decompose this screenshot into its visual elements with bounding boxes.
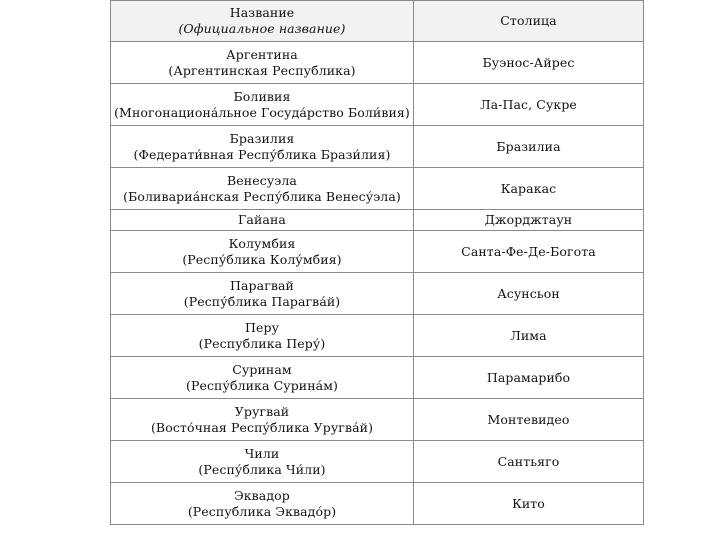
country-name: Эквадор xyxy=(234,487,290,503)
country-name: Суринам xyxy=(232,361,292,377)
country-cell xyxy=(111,168,414,210)
country-cell xyxy=(111,399,414,441)
country-cell xyxy=(111,483,414,525)
country-name: Гайана xyxy=(238,212,286,227)
country-name: Колумбия xyxy=(228,235,296,251)
country-name: Венесуэла xyxy=(227,172,297,188)
country-cell xyxy=(111,441,414,483)
country-cell xyxy=(111,315,414,357)
country-official-name: (Восто́чная Респу́блика Уругва́й) xyxy=(150,419,374,435)
country-name: Перу xyxy=(244,319,280,335)
country-cell xyxy=(111,231,414,273)
country-cell xyxy=(111,210,414,231)
capital-cell: Ла-Пас, Сукре xyxy=(414,84,644,126)
countries-capitals-table xyxy=(110,0,644,525)
country-official-name: (Респу́блика Парагва́й) xyxy=(183,293,341,309)
table-row xyxy=(111,273,644,315)
country-name: Аргентина xyxy=(226,46,298,62)
table-header-row xyxy=(111,1,644,42)
table-row xyxy=(111,168,644,210)
country-cell xyxy=(111,126,414,168)
country-cell xyxy=(111,42,414,84)
capital-cell: Бразилиа xyxy=(414,126,644,168)
country-official-name: (Аргентинская Республика) xyxy=(168,62,356,78)
capital-cell: Каракас xyxy=(414,168,644,210)
table-row xyxy=(111,231,644,273)
country-name: Боливия xyxy=(233,88,291,104)
country-name: Чили xyxy=(244,445,280,461)
capital-cell: Парамарибо xyxy=(414,357,644,399)
country-official-name: (Федерати́вная Респу́блика Брази́лия) xyxy=(133,146,391,162)
capital-cell: Сантьяго xyxy=(414,441,644,483)
country-cell xyxy=(111,357,414,399)
table-row xyxy=(111,42,644,84)
capital-cell: Асунсьон xyxy=(414,273,644,315)
table-row xyxy=(111,315,644,357)
country-official-name: (Боливариа́нская Респу́блика Венесу́эла) xyxy=(123,188,401,204)
country-official-name: (Республика Перу́) xyxy=(198,335,326,351)
country-name: Парагвай xyxy=(230,277,294,293)
capital-cell: Лима xyxy=(414,315,644,357)
header-capital-cell: Столица xyxy=(414,1,644,42)
capital-cell: Буэнос-Айрес xyxy=(414,42,644,84)
capital-cell: Джорджтаун xyxy=(414,210,644,231)
header-country-subtitle: (Официальное название) xyxy=(178,21,346,36)
table-row xyxy=(111,357,644,399)
country-name: Бразилия xyxy=(229,130,295,146)
country-official-name: (Респу́блика Чи́ли) xyxy=(198,461,326,477)
country-official-name: (Респу́блика Сурина́м) xyxy=(185,377,339,393)
capital-cell: Монтевидео xyxy=(414,399,644,441)
country-official-name: (Респу́блика Колу́мбия) xyxy=(182,251,342,267)
country-cell xyxy=(111,84,414,126)
country-cell xyxy=(111,273,414,315)
table-row xyxy=(111,483,644,525)
header-country-title: Название xyxy=(229,5,295,20)
table-row xyxy=(111,84,644,126)
table-row xyxy=(111,126,644,168)
table-row xyxy=(111,441,644,483)
capital-cell: Санта-Фе-Де-Богота xyxy=(414,231,644,273)
table-row xyxy=(111,210,644,231)
table-row xyxy=(111,399,644,441)
country-official-name: (Многонациона́льное Госуда́рство Боли́вия) xyxy=(114,104,410,120)
country-name: Уругвай xyxy=(234,403,290,419)
country-official-name: (Республика Эквадо́р) xyxy=(187,503,337,519)
header-country-cell xyxy=(111,1,414,42)
capital-cell: Кито xyxy=(414,483,644,525)
